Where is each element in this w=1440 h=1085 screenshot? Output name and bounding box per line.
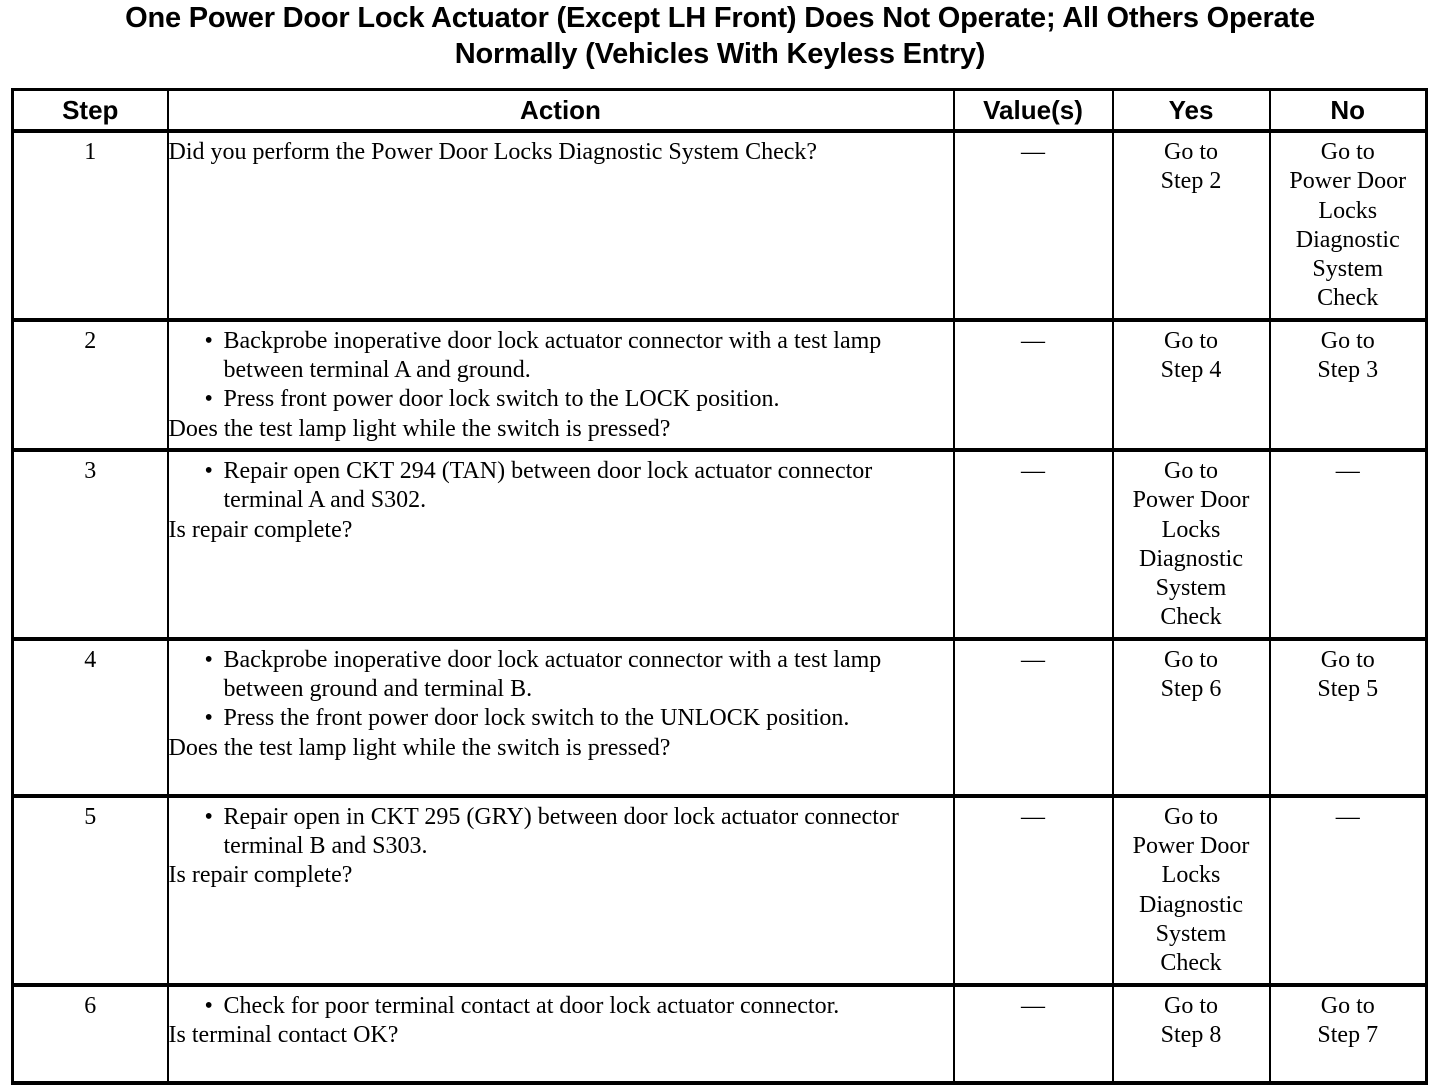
no-cell	[1270, 796, 1427, 985]
header-no: No	[1270, 90, 1427, 132]
bullet-icon: •	[204, 327, 213, 354]
step-number-cell	[13, 450, 168, 639]
no-cell	[1270, 985, 1427, 1083]
step-number: 3	[84, 457, 97, 484]
values-cell	[954, 985, 1113, 1083]
yes-action-line: Check	[1160, 950, 1222, 977]
action-bullet	[169, 992, 953, 1021]
no-action-line: Step 3	[1317, 357, 1379, 384]
no-action-line: Power Door	[1289, 168, 1407, 195]
step-number-cell	[13, 320, 168, 450]
no-cell	[1270, 131, 1427, 320]
yes-action-line: Step 2	[1160, 168, 1222, 195]
bullet-icon: •	[204, 803, 213, 830]
step-number-cell	[13, 796, 168, 985]
yes-action-line: Go to	[1164, 327, 1218, 354]
value-text: —	[1021, 139, 1045, 165]
action-bullet	[169, 457, 953, 516]
bullet-icon: •	[204, 646, 213, 673]
yes-action-line: Check	[1160, 604, 1222, 631]
yes-action-line: Diagnostic	[1139, 891, 1243, 918]
yes-action-line: System	[1155, 920, 1227, 947]
header-values: Value(s)	[954, 90, 1113, 132]
bullet-icon: •	[204, 705, 213, 732]
no-cell	[1270, 639, 1427, 796]
no-action-line: Go to	[1320, 139, 1375, 165]
bullet-icon: •	[204, 457, 213, 484]
action-question: Is repair complete?	[168, 862, 353, 889]
action-bullet	[169, 803, 953, 862]
bullet-icon: •	[204, 992, 213, 1019]
action-cell	[168, 985, 954, 1083]
action-bullet	[169, 646, 953, 705]
page-title	[0, 0, 1440, 72]
no-cell	[1270, 450, 1427, 639]
no-action-line: Step 5	[1317, 676, 1379, 703]
no-action-line: Step 7	[1317, 1021, 1379, 1048]
yes-action-line: Step 6	[1160, 676, 1222, 703]
header-yes: Yes	[1113, 90, 1270, 132]
action-bullet-text: Check for poor terminal contact at door lock actuator connector.	[223, 992, 840, 1019]
yes-cell	[1113, 985, 1270, 1083]
action-question: Does the test lamp light while the switch is pressed?	[168, 415, 671, 442]
step-number: 2	[84, 327, 97, 354]
action-question: Is repair complete?	[168, 516, 353, 543]
step-number: 6	[84, 992, 97, 1019]
action-question: Did you perform the Power Door Locks Diagnostic System Check?	[168, 139, 818, 165]
step-number-cell	[13, 131, 168, 320]
table-row	[13, 985, 1427, 1083]
value-text: —	[1021, 457, 1045, 484]
action-bullet-text: Press the front power door lock switch to the UNLOCK position.	[223, 705, 850, 732]
action-bullet-text: Backprobe inoperative door lock actuator connector with a test lamp between terminal A and ground.	[223, 327, 882, 384]
yes-action-line: Step 4	[1160, 357, 1222, 384]
yes-cell	[1113, 639, 1270, 796]
yes-action-line: Locks	[1161, 516, 1221, 543]
table-row	[13, 320, 1427, 450]
action-bullet-text: Press front power door lock switch to the LOCK position.	[223, 386, 780, 413]
yes-cell	[1113, 796, 1270, 985]
action-bullet-text: Backprobe inoperative door lock actuator connector with a test lamp between ground and terminal B.	[223, 646, 882, 703]
bullet-icon: •	[204, 386, 213, 413]
yes-action-line: Go to	[1164, 139, 1218, 165]
value-text: —	[1021, 327, 1045, 354]
yes-action-line: Go to	[1164, 457, 1218, 484]
yes-cell	[1113, 131, 1270, 320]
table-row	[13, 131, 1427, 320]
no-action-line: Go to	[1320, 992, 1375, 1019]
values-cell	[954, 639, 1113, 796]
no-action-line: Go to	[1320, 327, 1375, 354]
step-number: 4	[84, 646, 97, 673]
no-action-line: Diagnostic	[1295, 226, 1400, 253]
yes-action-line: Go to	[1164, 992, 1218, 1019]
action-cell	[168, 796, 954, 985]
values-cell	[954, 796, 1113, 985]
action-cell	[168, 320, 954, 450]
yes-action-line: Power Door	[1132, 487, 1250, 514]
action-cell	[168, 131, 954, 320]
yes-cell	[1113, 320, 1270, 450]
step-number-cell	[13, 639, 168, 796]
value-text: —	[1021, 646, 1045, 673]
action-bullet	[169, 704, 953, 733]
no-action-line: Locks	[1318, 197, 1378, 224]
no-action-line: Go to	[1320, 646, 1375, 673]
values-cell	[954, 131, 1113, 320]
step-number: 1	[84, 139, 97, 165]
page-title-line-1: One Power Door Lock Actuator (Except LH Front) Does Not Operate; All Others Operate	[125, 2, 1315, 34]
yes-action-line: Diagnostic	[1139, 545, 1243, 572]
action-question: Is terminal contact OK?	[168, 1021, 399, 1048]
value-text: —	[1021, 992, 1045, 1019]
values-cell	[954, 450, 1113, 639]
yes-action-line: Power Door	[1132, 833, 1250, 860]
no-action-line: Check	[1317, 285, 1379, 312]
header-step: Step	[13, 90, 168, 132]
values-cell	[954, 320, 1113, 450]
yes-action-line: Go to	[1164, 803, 1218, 830]
yes-action-line: System	[1155, 575, 1227, 602]
action-cell	[168, 450, 954, 639]
header-action: Action	[168, 90, 954, 132]
no-action-text: —	[1335, 803, 1360, 830]
action-cell	[168, 639, 954, 796]
action-bullet-text: Repair open in CKT 295 (GRY) between door lock actuator connector terminal B and S303.	[223, 803, 899, 860]
yes-action-line: Step 8	[1160, 1021, 1222, 1048]
action-question: Does the test lamp light while the switch is pressed?	[168, 734, 671, 761]
action-bullet-text: Repair open CKT 294 (TAN) between door lock actuator connector terminal A and S302.	[223, 457, 873, 514]
page-title-line-2: Normally (Vehicles With Keyless Entry)	[454, 38, 986, 70]
step-number-cell	[13, 985, 168, 1083]
table-row	[13, 450, 1427, 639]
table-row	[13, 639, 1427, 796]
no-action-line: System	[1312, 256, 1384, 283]
table-row	[13, 796, 1427, 985]
step-number: 5	[84, 803, 97, 830]
action-bullet	[169, 385, 953, 414]
yes-action-line: Locks	[1161, 862, 1221, 889]
no-cell	[1270, 320, 1427, 450]
no-action-text: —	[1335, 457, 1360, 484]
table-header-row	[13, 90, 1427, 132]
yes-action-line: Go to	[1164, 646, 1218, 673]
action-bullet	[169, 327, 953, 386]
diagnostic-table	[11, 88, 1428, 1085]
yes-cell	[1113, 450, 1270, 639]
value-text: —	[1021, 803, 1045, 830]
